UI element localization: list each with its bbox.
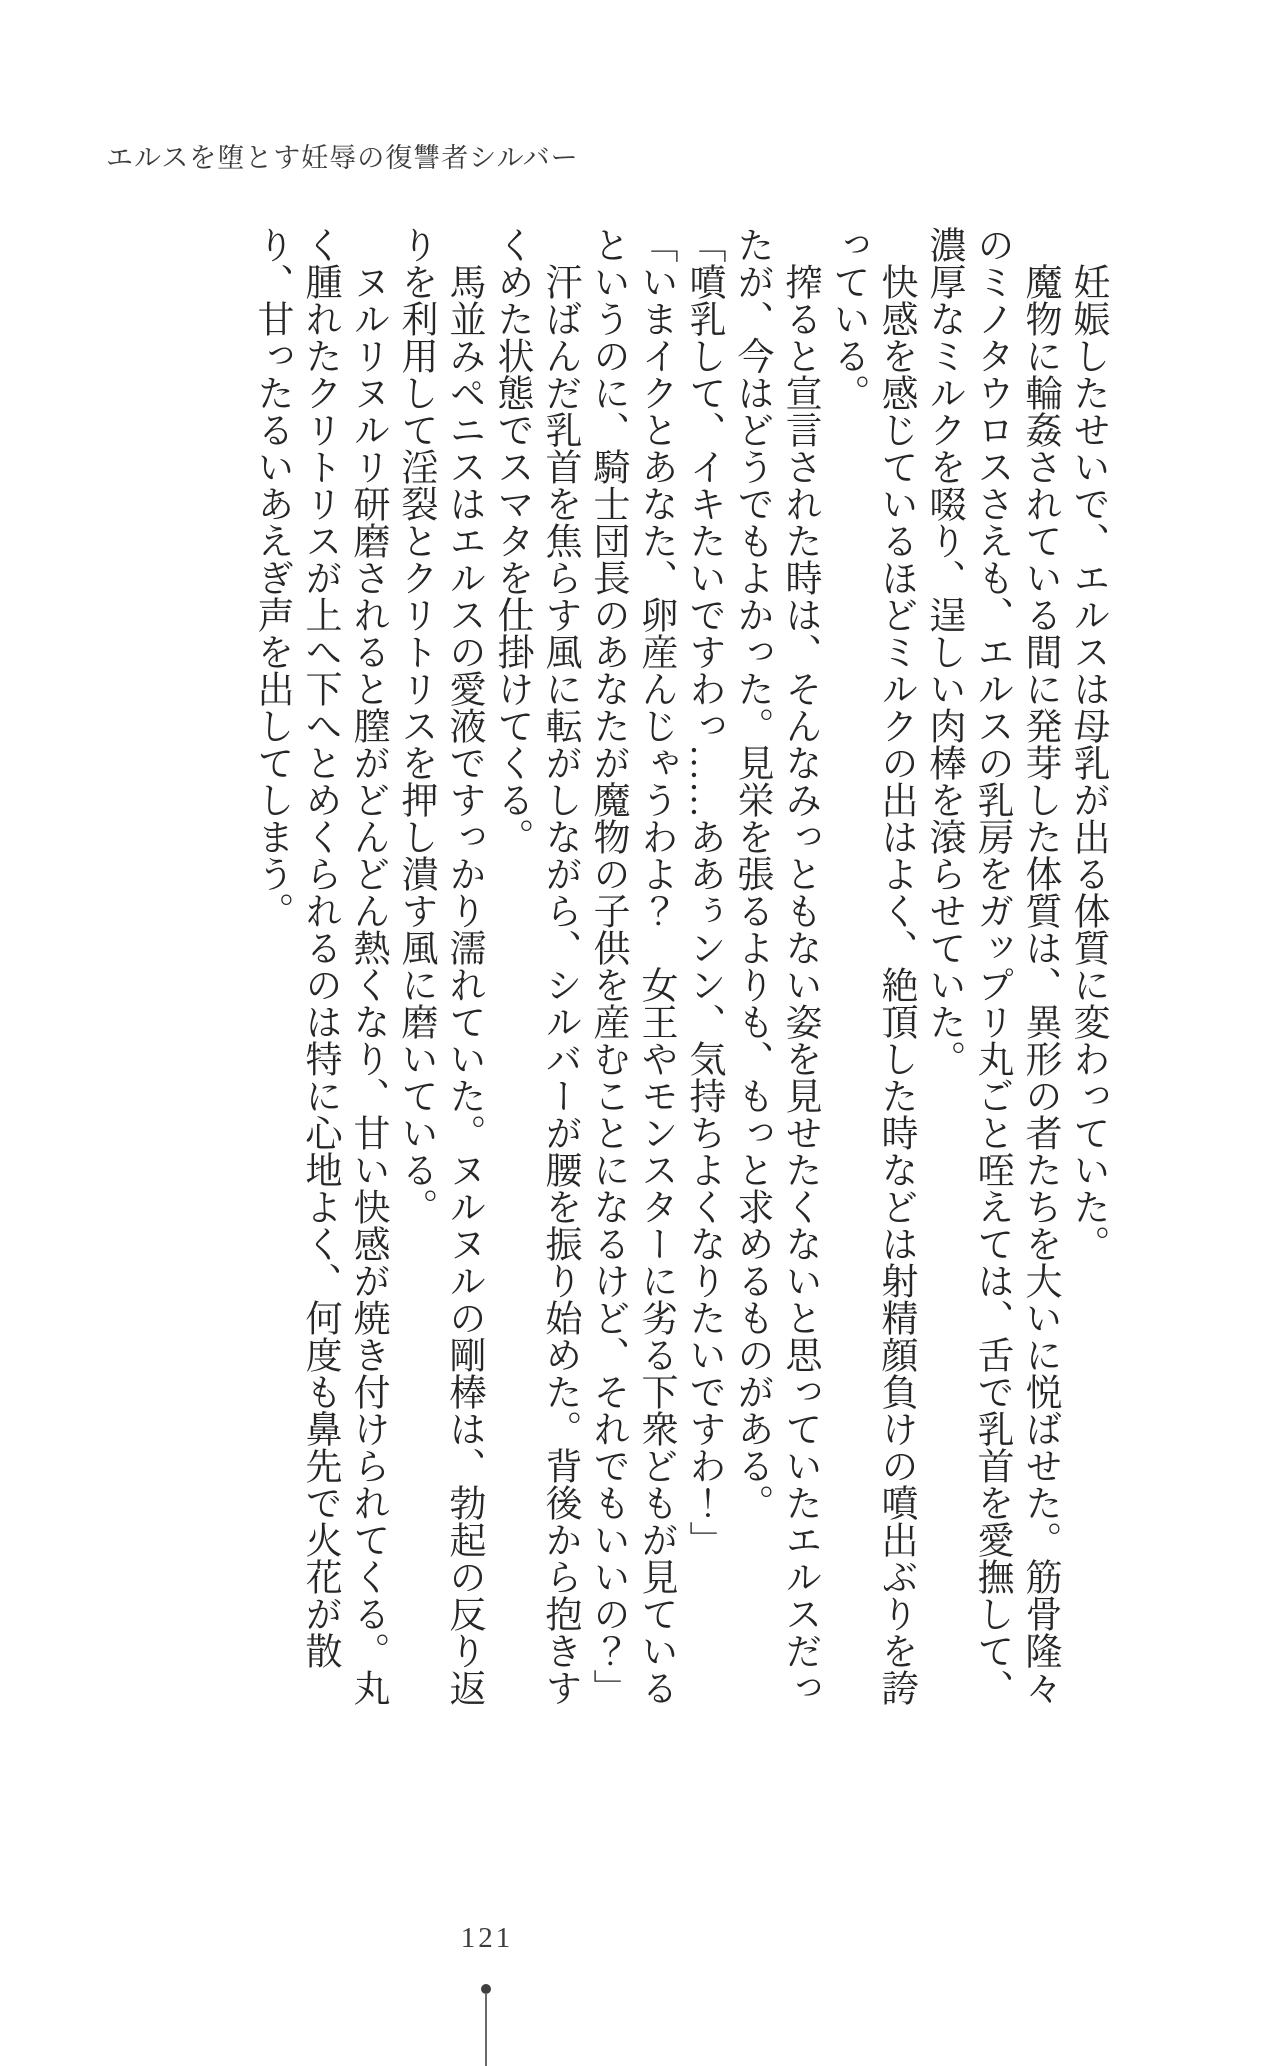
running-head-title: エルスを堕とす妊辱の復讐者シルバー — [106, 143, 579, 173]
main-text-block — [247, 226, 1111, 1706]
paragraph: ヌルリヌルリ研磨されると膣がどんどん熱くなり、甘い快感が焼き付けられてくる。丸く腫れたクリトリスが上へ下へとめくられるのは特に心地よく、何度も鼻先で火花が散り、甘ったるいあえぎ声を出してしまう。 — [251, 226, 388, 1706]
paragraph-dialogue: 「噴乳して、イキたいですわっ……ああぅンン、気持ちよくなりたいですわ！」 — [683, 226, 724, 1558]
paragraph: 搾ると宣言された時は、そんなみっともない姿を見せたくないと思っていたエルスだったが、今はどうでもよかった。見栄を張るよりも、もっと求めるものがある。 — [731, 226, 820, 1706]
paragraph: 妊娠したせいで、エルスは母乳が出る体質に変わっていた。 — [1067, 263, 1108, 1262]
paragraph: 快感を感じているほどミルクの出はよく、絶頂した時などは射精顔負けの噴出ぶりを誇っている。 — [827, 226, 916, 1706]
paragraph-dialogue: 「いまイクとあなた、卵産んじゃうわよ？ 女王やモンスターに劣る下衆どもが見ているというのに、騎士団長のあなたが魔物の子供を産むことになるけど、それでもいいの？」 — [587, 226, 676, 1706]
paragraph: 馬並みペニスはエルスの愛液ですっかり濡れていた。ヌルヌルの剛棒は、勃起の反り返りを利用して淫裂とクリトリスを押し潰す風に磨いている。 — [395, 226, 484, 1706]
page-number: 121 — [460, 1922, 514, 1954]
paragraph: 魔物に輪姦されている間に発芽した体質は、異形の者たちを大いに悦ばせた。筋骨隆々のミノタウロスさえも、エルスの乳房をガップリ丸ごと咥えては、舌で乳首を愛撫して、濃厚なミルクを啜り、逞しい肉棒を滾らせていた。 — [923, 226, 1060, 1706]
ornament-rule — [485, 1993, 487, 2066]
paragraph: 汗ばんだ乳首を焦らす風に転がしながら、シルバーが腰を振り始めた。背後から抱きすくめた状態でスマタを仕掛けてくる。 — [491, 226, 580, 1706]
footer-ornament — [480, 1984, 492, 2066]
